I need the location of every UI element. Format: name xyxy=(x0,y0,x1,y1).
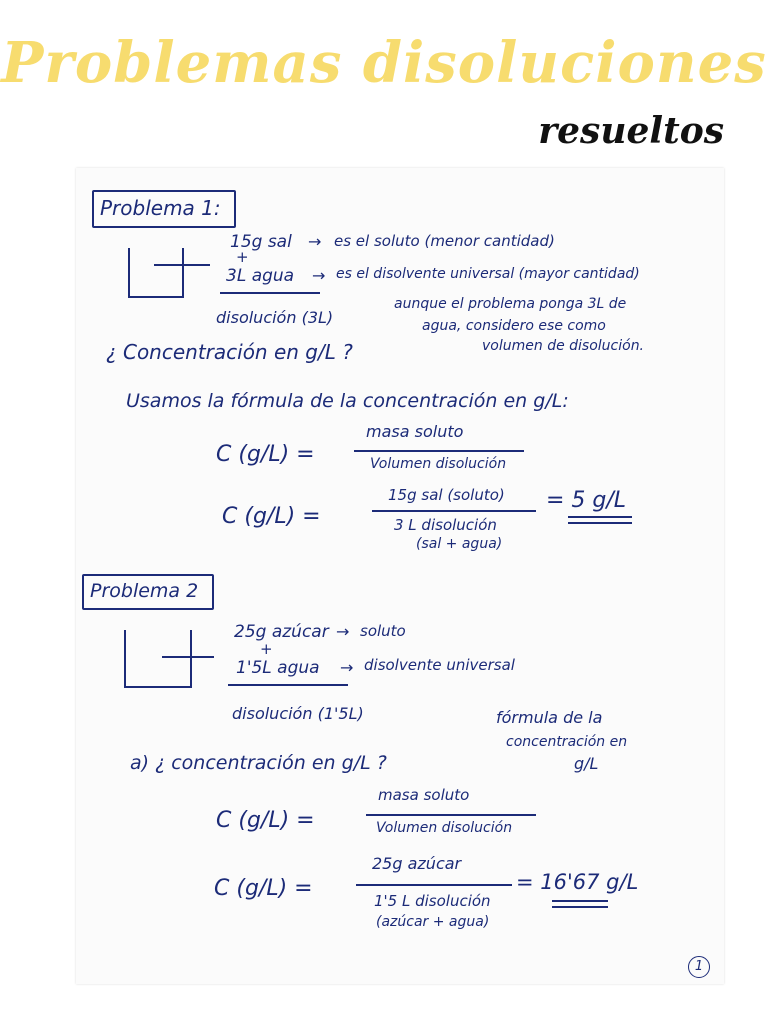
p1-question: ¿ Concentración en g/L ? xyxy=(106,340,353,364)
p2-side-note-line1: fórmula de la xyxy=(496,708,603,727)
p2-plus: + xyxy=(260,640,273,658)
p2-solvent-desc: disolvente universal xyxy=(364,656,515,674)
p2-bracket xyxy=(228,684,348,686)
p2-result-underline xyxy=(552,900,608,902)
problem1-label: Problema 1: xyxy=(100,196,221,220)
p2-calc-lhs: C (g/L) = xyxy=(214,876,313,901)
p1-calc-bar xyxy=(372,510,536,512)
p1-note-line3: volumen de disolución. xyxy=(482,338,645,354)
p1-formula-den: Volumen disolución xyxy=(370,456,507,472)
page-number: 1 xyxy=(688,956,710,978)
p1-solute-desc: es el soluto (menor cantidad) xyxy=(334,232,555,250)
beaker2-arrow xyxy=(162,656,214,658)
p1-plus: + xyxy=(236,248,249,266)
p1-calc-lhs: C (g/L) = xyxy=(222,504,321,529)
p2-solution: disolución (1'5L) xyxy=(232,704,364,723)
p1-calc-num: 15g sal (soluto) xyxy=(388,486,505,504)
p1-solvent-desc: es el disolvente universal (mayor cantidad) xyxy=(336,266,640,282)
beaker1-right xyxy=(182,248,184,298)
p1-bracket xyxy=(220,292,320,294)
p1-calc-den: 3 L disolución xyxy=(394,516,497,534)
arrow-glyph: → xyxy=(336,622,350,641)
p2-side-note-line3: g/L xyxy=(574,754,599,773)
p1-intro: Usamos la fórmula de la concentración en g/L: xyxy=(126,390,569,412)
p2-calc-den2: (azúcar + agua) xyxy=(376,914,490,930)
beaker2-right xyxy=(190,630,192,688)
p1-solvent-qty: 3L agua xyxy=(226,266,295,286)
beaker1-bottom xyxy=(128,296,184,298)
p2-side-note-line2: concentración en xyxy=(506,734,628,750)
p2-solute-desc: soluto xyxy=(360,622,406,640)
p1-result: = 5 g/L xyxy=(546,488,627,513)
p2-result-underline2 xyxy=(552,906,608,908)
p1-formula-lhs: C (g/L) = xyxy=(216,442,315,467)
arrow-glyph: → xyxy=(312,266,326,285)
p2-calc-num: 25g azúcar xyxy=(372,854,462,873)
p1-solution: disolución (3L) xyxy=(216,308,334,327)
p2-calc-bar xyxy=(356,884,512,886)
p1-note-line1: aunque el problema ponga 3L de xyxy=(394,296,627,312)
p1-result-underline2 xyxy=(568,522,632,524)
p2-question: a) ¿ concentración en g/L ? xyxy=(130,752,387,774)
p1-formula-num: masa soluto xyxy=(366,422,464,441)
p1-calc-den2: (sal + agua) xyxy=(416,536,503,552)
arrow-glyph: → xyxy=(308,232,322,251)
p2-result: = 16'67 g/L xyxy=(516,870,639,894)
page-title: Problemas disoluciones xyxy=(1,30,767,96)
p1-formula-bar xyxy=(354,450,524,452)
page-subtitle: resueltos xyxy=(538,110,724,152)
p1-note-line2: agua, considero ese como xyxy=(422,318,606,334)
p2-formula-lhs: C (g/L) = xyxy=(216,808,315,833)
problem2-label: Problema 2 xyxy=(90,580,199,602)
arrow-glyph: → xyxy=(340,658,354,677)
handwritten-sheet xyxy=(76,168,724,984)
p2-formula-bar xyxy=(366,814,536,816)
beaker2-left xyxy=(124,630,126,688)
p1-result-underline xyxy=(568,516,632,518)
p2-formula-num: masa soluto xyxy=(378,786,470,804)
beaker2-bottom xyxy=(124,686,192,688)
p2-solute-qty: 25g azúcar xyxy=(234,622,329,642)
p2-formula-den: Volumen disolución xyxy=(376,820,513,836)
beaker1-arrow xyxy=(154,264,210,266)
p2-solvent-qty: 1'5L agua xyxy=(236,658,320,678)
p1-solute-qty: 15g sal xyxy=(230,232,292,252)
beaker1-left xyxy=(128,248,130,298)
p2-calc-den: 1'5 L disolución xyxy=(374,892,491,910)
